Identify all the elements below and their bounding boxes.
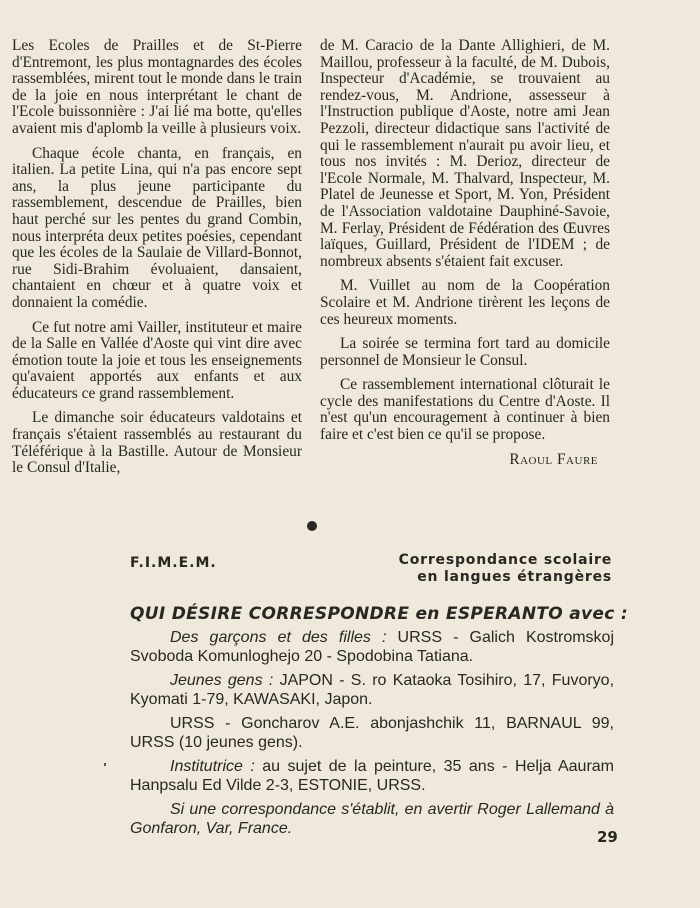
section-title	[380, 552, 612, 586]
entry-lead: Si une correspondance s'établit, en avertir Roger Lallemand à Gonfaron, Var, France.	[130, 801, 614, 837]
entry-lead: Des garçons et des filles :	[170, 629, 387, 646]
section-separator-dot	[307, 521, 317, 531]
print-speck	[104, 763, 106, 766]
org-label: F.I.M.E.M.	[130, 555, 217, 571]
paragraph-rassemblement: Ce rassemblement international clôturait le cycle des manifestations du Centre d'Aoste. Il n'est qu'un encouragement à continuer à bien faire et c'est bien ce qu'il se propose.	[320, 376, 610, 444]
esperanto-heading: QUI DÉSIRE CORRESPONDRE en ESPERANTO avec :	[130, 604, 628, 624]
entry-garcons-filles	[130, 628, 614, 666]
paragraph-vuillet: M. Vuillet au nom de la Coopération Scolaire et M. Andrione tirèrent les leçons de ces heureux moments.	[320, 277, 610, 328]
article-right-column	[320, 38, 610, 468]
entry-institutrice	[130, 757, 614, 795]
entry-urss-barnaul	[130, 714, 614, 752]
paragraph-vailler: Ce fut notre ami Vailler, instituteur et maire de la Salle en Vallée d'Aoste qui vint dire avec émotion toute la joie et tous les enseignements qu'avaient apportés aux enfants et aux éducateurs ce grand rassemblement.	[12, 318, 302, 402]
section-title-line1: Correspondance scolaire	[398, 552, 612, 568]
entry-contact-note	[130, 800, 614, 838]
entry-lead: Jeunes gens :	[170, 672, 274, 689]
entry-text: JAPON - S. ro Kataoka Tosihiro, 17, Fuvoryo, Kyomati 1-79, KAWASAKI, Japon.	[130, 672, 615, 708]
paragraph-ecoles: Les Ecoles de Prailles et de St-Pierre d'Entremont, les plus montagnardes des écoles rassemblées, mirent tout le monde dans le train de la joie en nous interprétant le chant de l'Ecole buissonnière : J'ai lié ma botte, qu'elles avaient mis d'aplomb la veille à plusieurs voix.	[12, 37, 302, 137]
entry-lead: Institutrice :	[170, 758, 255, 775]
author-signature: Raoul Faure	[509, 450, 598, 468]
section-title-line2: en langues étrangères	[417, 569, 612, 585]
entry-text: URSS - Galich Kostromskoj Svoboda Komunloghejo 20 - Spodobina Tatiana.	[130, 629, 614, 665]
entry-text: URSS - Goncharov A.E. abonjashchik 11, BARNAUL 99, URSS (10 jeunes gens).	[130, 715, 614, 751]
paragraph-soiree: La soirée se termina fort tard au domicile personnel de Monsieur le Consul.	[320, 335, 610, 369]
paragraph-invites: de M. Caracio de la Dante Allighieri, de M. Maillou, professeur à la faculté, de M. Dubois, Inspecteur d'Académie, se trouvaient au rendez-vous, M. Andrione, assesseur à l'Instruction publique d'Aoste, notre ami Jean Pezzoli, directeur didactique sans l'activité de qui le rassemblement n'aurait pu avoir lieu, et tous nos invités : M. Derioz, directeur de l'Ecole Normale, M. Thalvard, Inspecteur, M. Platel de Jeunesse et Sport, M. Yon, Président de l'Association valdotaine Dauphiné-Savoie, M. Ferlay, Président de Fédération des Œuvres laïques, Guillard, Président de l'IDEM ; de nombreux absents s'étaient fait excuser.	[320, 37, 610, 270]
paragraph-dimanche: Le dimanche soir éducateurs valdotains et français s'étaient rassemblés au restaurant du Téléférique à la Bastille. Autour de Monsieur le Consul d'Italie,	[12, 409, 302, 477]
entry-jeunes-gens	[130, 671, 614, 709]
esperanto-section	[130, 604, 628, 843]
article-left-column	[12, 38, 302, 485]
page-number: 29	[597, 828, 618, 846]
paragraph-chaque-ecole: Chaque école chanta, en français, en italien. La petite Lina, qui n'a pas encore sept ans, la plus jeune participante du rassemblement, descendue de Prailles, bien haut perché sur les pentes du grand Combin, nous interpréta deux petites poésies, cependant que les écoles de la Saulaie de Villard-Bonnot, rue Sidi-Brahim évoluaient, dansaient, chantaient en chœur et à quatre voix et donnaient la comédie.	[12, 144, 302, 311]
entry-text: au sujet de la peinture, 35 ans - Helja Aauram Hanpsalu Ed Vilde 2-3, ESTONIE, URSS.	[130, 758, 614, 794]
